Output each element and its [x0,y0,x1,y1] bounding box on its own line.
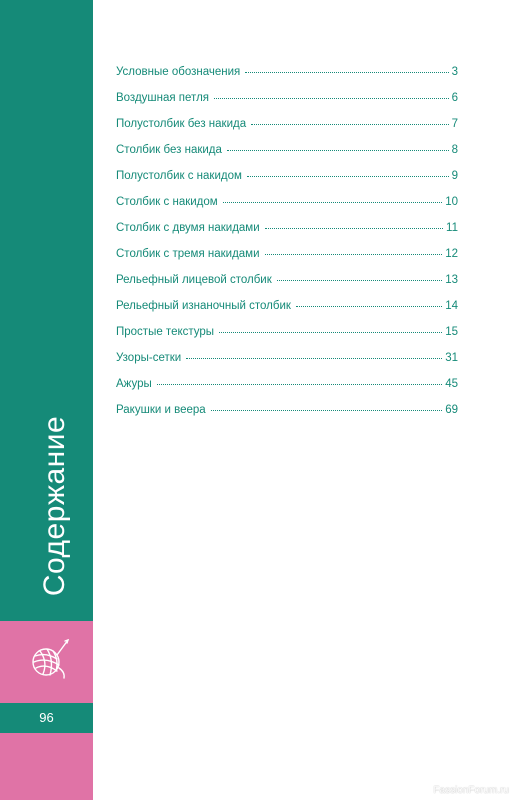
toc-entry-title: Ракушки и веера [116,404,206,416]
toc-entry-title: Ажуры [116,378,152,390]
toc-entry[interactable] [116,352,458,378]
toc-entry-page: 3 [451,66,458,78]
toc-entry-page: 69 [445,404,458,416]
toc-entry-title: Узоры-сетки [116,352,182,364]
toc-entry[interactable] [116,326,458,352]
toc-entry-title: Воздушная петля [116,92,210,104]
toc-leader-dots [277,280,442,281]
toc-leader-dots [296,306,442,307]
toc-leader-dots [251,124,449,125]
toc-entry-page: 6 [451,92,458,104]
toc-entry-page: 14 [445,300,458,312]
toc-entry-page: 13 [445,274,458,286]
toc-entry-page: 10 [445,196,458,208]
yarn-ball-icon [28,638,70,680]
toc-entry-title: Столбик с накидом [116,196,218,208]
toc-leader-dots [245,72,448,73]
toc-entry[interactable] [116,274,458,300]
toc-entry-page: 7 [451,118,458,130]
toc-entry[interactable] [116,196,458,222]
toc-entry-title: Рельефный изнаночный столбик [116,300,291,312]
toc-leader-dots [157,384,442,385]
toc-entry[interactable] [116,222,458,248]
page-number: 96 [39,710,54,725]
toc-entry[interactable] [116,170,458,196]
toc-entry-title: Условные обозначения [116,66,241,78]
toc-entry-title: Полустолбик без накида [116,118,247,130]
toc-entry-page: 9 [451,170,458,182]
table-of-contents [116,66,458,430]
toc-entry[interactable] [116,248,458,274]
toc-leader-dots [247,176,449,177]
toc-leader-dots [265,228,443,229]
toc-entry[interactable] [116,66,458,92]
toc-entry-title: Рельефный лицевой столбик [116,274,272,286]
toc-leader-dots [227,150,449,151]
toc-entry-page: 11 [446,222,458,234]
toc-leader-dots [186,358,442,359]
toc-entry-title: Полустолбик с накидом [116,170,242,182]
toc-entry-title: Столбик с двумя накидами [116,222,260,234]
toc-leader-dots [223,202,443,203]
watermark: FassionForum.ru [433,785,509,796]
toc-entry-title: Столбик с тремя накидами [116,248,260,260]
toc-entry-page: 31 [445,352,458,364]
toc-leader-dots [265,254,443,255]
toc-entry-page: 12 [445,248,458,260]
toc-entry[interactable] [116,300,458,326]
toc-entry[interactable] [116,404,458,430]
sidebar [0,0,93,800]
toc-entry-page: 8 [451,144,458,156]
toc-entry[interactable] [116,144,458,170]
toc-entry-title: Столбик без накида [116,144,222,156]
toc-leader-dots [211,410,443,411]
toc-entry-title: Простые текстуры [116,326,215,338]
page-title: Содержание [38,415,71,597]
toc-entry-page: 45 [445,378,458,390]
toc-leader-dots [219,332,442,333]
toc-leader-dots [214,98,449,99]
toc-entry[interactable] [116,118,458,144]
toc-entry[interactable] [116,378,458,404]
toc-entry[interactable] [116,92,458,118]
toc-entry-page: 15 [445,326,458,338]
